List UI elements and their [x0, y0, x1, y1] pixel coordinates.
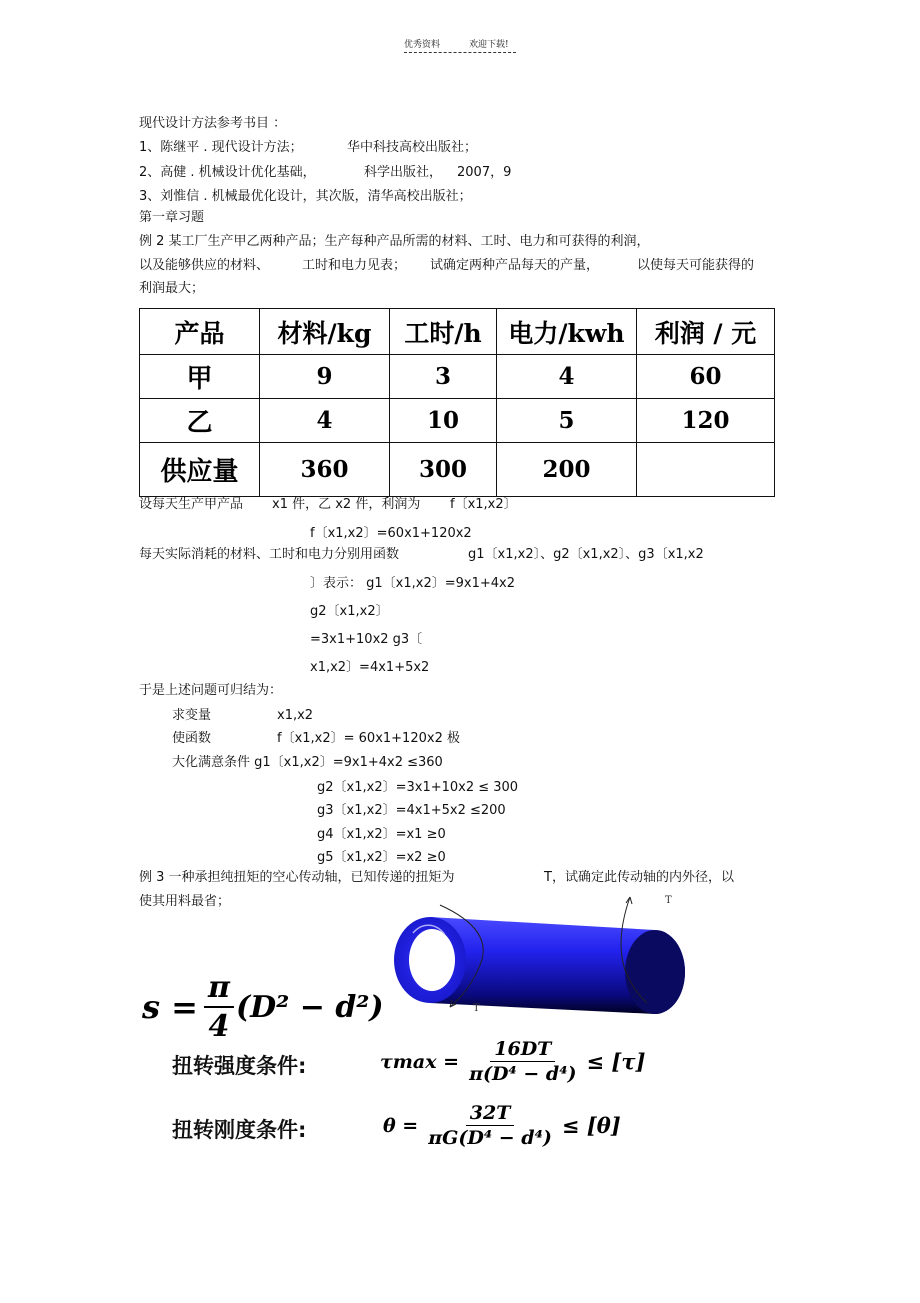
table-cell: 供应量 [140, 443, 260, 497]
example2-line1: 例 2 某工厂生产甲乙两种产品；生产每种产品所需的材料、工时、电力和可获得的利润， [139, 234, 650, 249]
area-den: 4 [208, 1009, 230, 1044]
stiffness-den: πG(D⁴ − d⁴) [428, 1127, 552, 1149]
torque-label-bottom: T [473, 1003, 480, 1014]
table-header-cell: 产品 [140, 309, 260, 355]
set-line-c: f〔x1,x2〕 [450, 497, 517, 512]
reduce-line: 于是上述问题可归结为： [139, 683, 283, 698]
shaft-far-end [625, 930, 685, 1014]
example3-line2: 使其用料最省； [139, 894, 231, 909]
strength-label: 扭转强度条件: [172, 1054, 307, 1078]
table-header-cell: 材料/kg [260, 309, 390, 355]
table-cell: 3 [390, 355, 497, 399]
g3-def: x1,x2〕=4x1+5x2 [310, 660, 430, 675]
example2-line2b: 工时和电力见表； [302, 258, 407, 273]
example2-line2d: 以使每天可能获得的 [637, 258, 755, 273]
example2-line2a: 以及能够供应的材料、 [139, 258, 270, 273]
strength-den: π(D⁴ − d⁴) [469, 1063, 577, 1085]
example3-line1b: T，试确定此传动轴的内外径，以 [544, 870, 734, 885]
stiffness-label: 扭转刚度条件: [172, 1118, 307, 1142]
g2-def-b: =3x1+10x2 g3〔 [310, 632, 423, 647]
area-rhs: (D² − d²) [235, 989, 384, 1025]
objective-def: f〔x1,x2〕=60x1+120x2 [310, 526, 472, 541]
header-left: 优秀资料 [404, 40, 441, 50]
g1-def: 〕表示： g1〔x1,x2〕=9x1+4x2 [310, 576, 515, 591]
table-row [140, 355, 775, 399]
table-cell: 60 [637, 355, 775, 399]
constraint-3: g3〔x1,x2〕=4x1+5x2 ≤200 [317, 803, 506, 818]
shaft-bore [409, 929, 455, 991]
table-header-cell: 电力/kwh [497, 309, 637, 355]
example2-line2c: 试确定两种产品每天的产量， [430, 258, 600, 273]
area-lhs: s = [142, 988, 198, 1026]
area-formula [142, 970, 384, 1044]
stiffness-lhs: θ = [383, 1114, 419, 1137]
product-table [139, 308, 775, 497]
chapter-title: 第一章习题 [139, 210, 205, 225]
stiffness-fraction [424, 1102, 556, 1149]
g2-def-a: g2〔x1,x2〕 [310, 604, 389, 619]
ref-1a: 1、陈继平 . 现代设计方法； [139, 140, 303, 155]
constraint-4: g4〔x1,x2〕=x1 ≥0 [317, 827, 446, 842]
table-row [140, 399, 775, 443]
consume-line-a: 每天实际消耗的材料、工时和电力分别用函数 [139, 547, 400, 562]
area-fraction [204, 970, 234, 1044]
table-header-row [140, 309, 775, 355]
refs-title: 现代设计方法参考书目 ： [139, 116, 287, 131]
ref-1b: 华中科技高校出版社； [347, 140, 478, 155]
ref-3: 3、刘惟信 . 机械最优化设计，其次版，清华高校出版社； [139, 189, 472, 204]
example3-line1a: 例 3 一种承担纯扭矩的空心传动轴，已知传递的扭矩为 [139, 870, 455, 885]
stiffness-rhs: ≤ [θ] [561, 1113, 621, 1138]
table-row [140, 443, 775, 497]
ref-2c: 2007，9 [457, 165, 512, 180]
example2-line3: 利润最大； [139, 281, 205, 296]
table-cell: 4 [497, 355, 637, 399]
obj-label: 使函数 [172, 731, 212, 746]
strength-num: 16DT [490, 1038, 555, 1062]
strength-formula [380, 1038, 645, 1085]
header-rule [404, 52, 516, 53]
table-cell: 200 [497, 443, 637, 497]
ref-2b: 科学出版社， [364, 165, 443, 180]
ref-2a: 2、高健 . 机械设计优化基础， [139, 165, 316, 180]
var-value: x1,x2 [277, 708, 314, 723]
area-num: π [204, 970, 234, 1008]
set-line-b: x1 件，乙 x2 件，利润为 [272, 497, 421, 512]
constraint-2: g2〔x1,x2〕=3x1+10x2 ≤ 300 [317, 780, 519, 795]
constraint-5: g5〔x1,x2〕=x2 ≥0 [317, 850, 446, 865]
table-cell: 乙 [140, 399, 260, 443]
strength-fraction [465, 1038, 580, 1085]
table-cell: 120 [637, 399, 775, 443]
table-cell: 9 [260, 355, 390, 399]
table-header-cell: 利润 / 元 [637, 309, 775, 355]
table-cell: 4 [260, 399, 390, 443]
table-header-cell: 工时/h [390, 309, 497, 355]
table-cell [637, 443, 775, 497]
table-cell: 甲 [140, 355, 260, 399]
obj-value: f〔x1,x2〕= 60x1+120x2 极 [277, 731, 460, 746]
stiffness-num: 32T [466, 1102, 515, 1126]
strength-rhs: ≤ [τ] [586, 1049, 646, 1074]
var-label: 求变量 [172, 708, 212, 723]
table-cell: 5 [497, 399, 637, 443]
torque-label-top: T [665, 895, 672, 906]
table-cell: 300 [390, 443, 497, 497]
consume-line-b: g1〔x1,x2〕、g2〔x1,x2〕、g3〔x1,x2 [468, 547, 704, 562]
stiffness-formula [383, 1102, 621, 1149]
hollow-shaft-figure [385, 885, 705, 1020]
table-cell: 360 [260, 443, 390, 497]
header-right: 欢迎下载! [469, 40, 509, 50]
set-line-a: 设每天生产甲产品 [139, 497, 244, 512]
strength-lhs: τmax = [380, 1050, 460, 1073]
constraint-1: 大化满意条件 g1〔x1,x2〕=9x1+4x2 ≤360 [172, 755, 443, 770]
table-cell: 10 [390, 399, 497, 443]
